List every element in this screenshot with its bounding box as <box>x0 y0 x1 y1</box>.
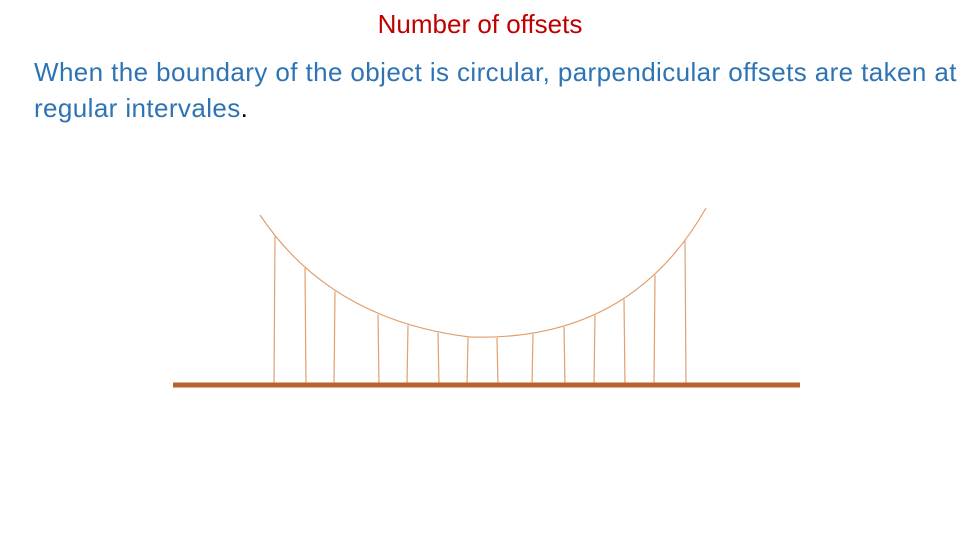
offset-line <box>438 333 439 385</box>
offset-line <box>532 334 533 385</box>
offset-line <box>624 299 625 385</box>
offset-line <box>564 327 565 385</box>
offset-line <box>305 268 306 385</box>
body-sentence: When the boundary of the object is circular, parpendicular offsets are taken at regular intervales <box>34 57 957 123</box>
offset-line <box>334 291 335 385</box>
offset-line <box>407 325 408 385</box>
slide-title: Number of offsets <box>377 9 583 39</box>
offset-lines-group <box>274 236 686 385</box>
body-period: . <box>240 93 249 123</box>
offset-line <box>274 236 275 385</box>
offset-line <box>685 241 686 385</box>
offset-line <box>497 338 498 385</box>
circular-boundary-curve <box>260 208 706 337</box>
offset-line <box>467 338 468 385</box>
offset-line <box>654 275 655 385</box>
offset-line <box>594 315 595 385</box>
offset-line <box>378 314 379 385</box>
